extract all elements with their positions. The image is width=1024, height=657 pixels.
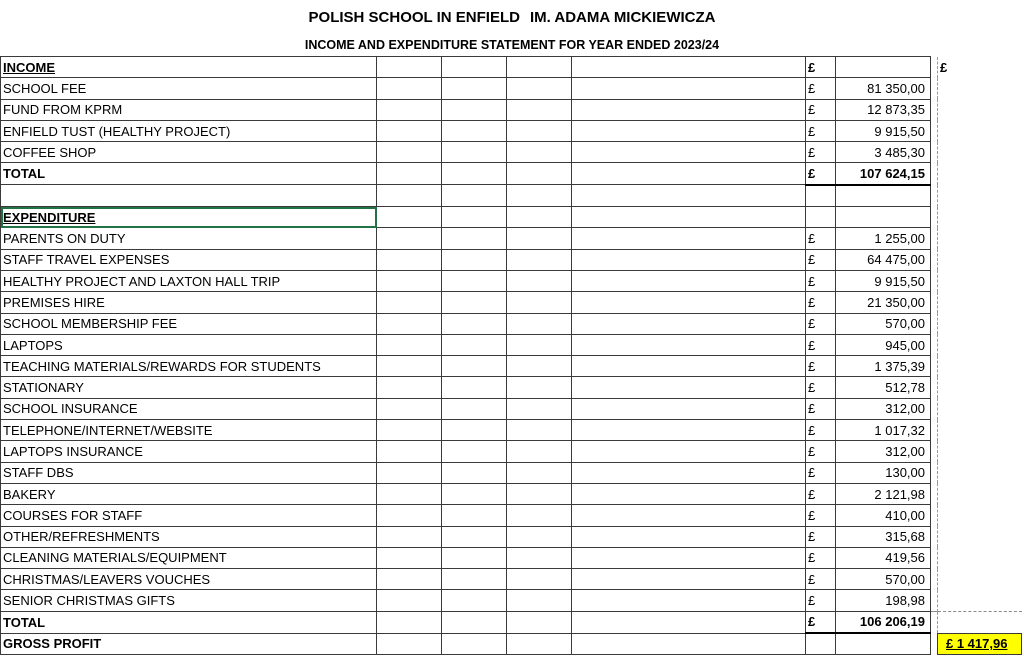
label-cell[interactable]: ENFIELD TUST (HEALTHY PROJECT) bbox=[1, 120, 377, 141]
empty-cell[interactable] bbox=[377, 249, 442, 270]
empty-cell[interactable] bbox=[572, 462, 806, 483]
label-cell[interactable]: LAPTOPS bbox=[1, 334, 377, 355]
empty-cell[interactable] bbox=[442, 398, 507, 419]
empty-cell[interactable] bbox=[442, 334, 507, 355]
side-cell[interactable] bbox=[938, 356, 1022, 377]
income-total-row bbox=[1, 163, 1022, 185]
empty-cell[interactable] bbox=[442, 526, 507, 547]
statement-title: INCOME AND EXPENDITURE STATEMENT FOR YEAR ENDED 2023/24 bbox=[304, 38, 720, 52]
gap-cell[interactable] bbox=[931, 420, 938, 441]
amount-cell[interactable]: 130,00 bbox=[836, 462, 931, 483]
amount-cell[interactable]: 9 915,50 bbox=[836, 120, 931, 141]
expenditure-row bbox=[1, 228, 1022, 249]
expenditure-row bbox=[1, 334, 1022, 355]
amount-cell[interactable]: 107 624,15 bbox=[836, 163, 931, 185]
label-cell[interactable]: PARENTS ON DUTY bbox=[1, 228, 377, 249]
side-cell[interactable] bbox=[938, 228, 1022, 249]
side-cell[interactable] bbox=[938, 590, 1022, 611]
empty-cell[interactable] bbox=[507, 420, 572, 441]
label-cell[interactable]: STAFF DBS bbox=[1, 462, 377, 483]
amount-cell[interactable]: 570,00 bbox=[836, 313, 931, 334]
empty-cell[interactable] bbox=[377, 526, 442, 547]
empty-cell[interactable] bbox=[377, 99, 442, 120]
empty-cell[interactable] bbox=[377, 57, 442, 78]
empty-cell[interactable] bbox=[377, 228, 442, 249]
expenditure-row bbox=[1, 590, 1022, 611]
amount-cell[interactable]: 945,00 bbox=[836, 334, 931, 355]
empty-cell[interactable] bbox=[377, 120, 442, 141]
gap-cell[interactable] bbox=[931, 292, 938, 313]
expenditure-row bbox=[1, 483, 1022, 504]
gap-cell[interactable] bbox=[931, 505, 938, 526]
empty-cell[interactable] bbox=[507, 633, 572, 655]
amount-cell[interactable]: 198,98 bbox=[836, 590, 931, 611]
empty-cell[interactable] bbox=[377, 270, 442, 291]
amount-cell[interactable]: 512,78 bbox=[836, 377, 931, 398]
currency-cell[interactable]: £ bbox=[806, 590, 836, 611]
label-cell[interactable]: SCHOOL FEE bbox=[1, 78, 377, 99]
gap-cell[interactable] bbox=[931, 462, 938, 483]
label-cell[interactable]: CLEANING MATERIALS/EQUIPMENT bbox=[1, 547, 377, 568]
income-row bbox=[1, 78, 1022, 99]
empty-cell[interactable] bbox=[442, 249, 507, 270]
empty-cell[interactable] bbox=[572, 398, 806, 419]
empty-cell[interactable] bbox=[507, 78, 572, 99]
label-cell[interactable]: INCOME bbox=[1, 57, 377, 78]
empty-cell[interactable] bbox=[377, 163, 442, 185]
expenditure-row bbox=[1, 313, 1022, 334]
amount-cell[interactable]: 64 475,00 bbox=[836, 249, 931, 270]
empty-cell[interactable] bbox=[377, 313, 442, 334]
empty-cell[interactable] bbox=[572, 142, 806, 163]
side-cell[interactable] bbox=[938, 185, 1022, 207]
currency-cell[interactable] bbox=[806, 207, 836, 228]
gap-cell[interactable] bbox=[931, 334, 938, 355]
label-cell[interactable]: FUND FROM KPRM bbox=[1, 99, 377, 120]
empty-cell[interactable] bbox=[442, 569, 507, 590]
label-cell[interactable]: TELEPHONE/INTERNET/WEBSITE bbox=[1, 420, 377, 441]
gap-cell[interactable] bbox=[931, 249, 938, 270]
empty-cell[interactable] bbox=[572, 270, 806, 291]
side-cell[interactable] bbox=[938, 99, 1022, 120]
empty-cell[interactable] bbox=[442, 99, 507, 120]
gross-profit-row bbox=[1, 633, 1022, 655]
currency-cell[interactable]: £ bbox=[806, 611, 836, 633]
empty-cell[interactable] bbox=[507, 483, 572, 504]
empty-cell[interactable] bbox=[442, 483, 507, 504]
empty-cell[interactable] bbox=[572, 99, 806, 120]
empty-cell[interactable] bbox=[377, 420, 442, 441]
expenditure-row bbox=[1, 356, 1022, 377]
gap-cell[interactable] bbox=[931, 163, 938, 185]
empty-cell[interactable] bbox=[572, 120, 806, 141]
empty-cell[interactable] bbox=[377, 185, 442, 207]
empty-cell[interactable] bbox=[507, 292, 572, 313]
amount-cell[interactable]: 9 915,50 bbox=[836, 270, 931, 291]
empty-cell[interactable] bbox=[442, 356, 507, 377]
side-cell[interactable] bbox=[938, 441, 1022, 462]
empty-cell[interactable] bbox=[442, 590, 507, 611]
empty-cell[interactable] bbox=[377, 334, 442, 355]
gap-cell[interactable] bbox=[931, 377, 938, 398]
currency-cell[interactable] bbox=[806, 185, 836, 207]
amount-cell[interactable]: 1 255,00 bbox=[836, 228, 931, 249]
currency-cell[interactable]: £ bbox=[806, 228, 836, 249]
label-cell[interactable]: STATIONARY bbox=[1, 377, 377, 398]
empty-cell[interactable] bbox=[572, 441, 806, 462]
currency-cell[interactable]: £ bbox=[806, 249, 836, 270]
empty-cell[interactable] bbox=[442, 462, 507, 483]
label-cell[interactable]: TOTAL bbox=[1, 611, 377, 633]
empty-cell[interactable] bbox=[442, 441, 507, 462]
empty-cell[interactable] bbox=[572, 420, 806, 441]
amount-cell[interactable]: 419,56 bbox=[836, 547, 931, 568]
currency-cell[interactable]: £ bbox=[806, 142, 836, 163]
side-cell[interactable] bbox=[938, 462, 1022, 483]
empty-cell[interactable] bbox=[442, 120, 507, 141]
empty-cell[interactable] bbox=[442, 207, 507, 228]
school-title bbox=[0, 9, 1024, 26]
empty-cell[interactable] bbox=[377, 441, 442, 462]
gap-cell[interactable] bbox=[931, 57, 938, 78]
empty-cell[interactable] bbox=[507, 526, 572, 547]
empty-cell[interactable] bbox=[377, 292, 442, 313]
gap-cell[interactable] bbox=[931, 313, 938, 334]
income-heading-row bbox=[1, 57, 1022, 78]
empty-cell[interactable] bbox=[572, 249, 806, 270]
empty-cell[interactable] bbox=[572, 356, 806, 377]
empty-cell[interactable] bbox=[507, 569, 572, 590]
currency-cell[interactable]: £ bbox=[806, 120, 836, 141]
empty-cell[interactable] bbox=[377, 569, 442, 590]
side-cell[interactable] bbox=[938, 207, 1022, 228]
side-cell[interactable] bbox=[938, 505, 1022, 526]
label-cell[interactable]: COFFEE SHOP bbox=[1, 142, 377, 163]
currency-cell[interactable]: £ bbox=[806, 356, 836, 377]
empty-cell[interactable] bbox=[507, 185, 572, 207]
empty-cell[interactable] bbox=[507, 142, 572, 163]
empty-cell[interactable] bbox=[377, 462, 442, 483]
amount-cell[interactable]: 312,00 bbox=[836, 398, 931, 419]
empty-cell[interactable] bbox=[507, 441, 572, 462]
currency-cell[interactable] bbox=[806, 633, 836, 655]
amount-cell[interactable]: 410,00 bbox=[836, 505, 931, 526]
gap-cell[interactable] bbox=[931, 142, 938, 163]
amount-cell[interactable]: 1 017,32 bbox=[836, 420, 931, 441]
school-patron: IM. ADAMA MICKIEWICZA bbox=[529, 9, 716, 26]
expenditure-heading-row bbox=[1, 207, 1022, 228]
label-cell[interactable]: HEALTHY PROJECT AND LAXTON HALL TRIP bbox=[1, 270, 377, 291]
empty-cell[interactable] bbox=[507, 611, 572, 633]
empty-cell[interactable] bbox=[377, 611, 442, 633]
empty-cell[interactable] bbox=[572, 57, 806, 78]
gap-cell[interactable] bbox=[931, 228, 938, 249]
currency-cell[interactable]: £ bbox=[806, 163, 836, 185]
label-cell[interactable]: EXPENDITURE bbox=[1, 207, 377, 228]
label-cell[interactable]: SENIOR CHRISTMAS GIFTS bbox=[1, 590, 377, 611]
empty-cell[interactable] bbox=[572, 547, 806, 568]
empty-cell[interactable] bbox=[377, 505, 442, 526]
side-cell[interactable] bbox=[938, 249, 1022, 270]
gap-cell[interactable] bbox=[931, 483, 938, 504]
side-cell[interactable] bbox=[938, 120, 1022, 141]
amount-cell[interactable]: 312,00 bbox=[836, 441, 931, 462]
currency-cell[interactable]: £ bbox=[806, 526, 836, 547]
empty-cell[interactable] bbox=[507, 398, 572, 419]
gap-cell[interactable] bbox=[931, 78, 938, 99]
empty-cell[interactable] bbox=[572, 207, 806, 228]
empty-cell[interactable] bbox=[572, 569, 806, 590]
label-cell[interactable]: CHRISTMAS/LEAVERS VOUCHES bbox=[1, 569, 377, 590]
side-cell[interactable] bbox=[938, 526, 1022, 547]
empty-cell[interactable] bbox=[442, 420, 507, 441]
side-cell[interactable] bbox=[938, 547, 1022, 568]
side-cell[interactable] bbox=[938, 163, 1022, 185]
expenditure-row bbox=[1, 377, 1022, 398]
side-cell[interactable] bbox=[938, 292, 1022, 313]
empty-cell[interactable] bbox=[507, 249, 572, 270]
empty-cell[interactable] bbox=[507, 228, 572, 249]
label-cell[interactable]: COURSES FOR STAFF bbox=[1, 505, 377, 526]
empty-cell[interactable] bbox=[572, 483, 806, 504]
expenditure-row bbox=[1, 398, 1022, 419]
empty-cell[interactable] bbox=[442, 547, 507, 568]
empty-cell[interactable] bbox=[572, 611, 806, 633]
amount-cell[interactable]: 2 121,98 bbox=[836, 483, 931, 504]
label-cell[interactable]: SCHOOL INSURANCE bbox=[1, 398, 377, 419]
empty-cell[interactable] bbox=[442, 78, 507, 99]
gross-profit-value: £ 1 417,96 bbox=[946, 636, 1008, 652]
currency-cell[interactable]: £ bbox=[806, 334, 836, 355]
currency-cell[interactable]: £ bbox=[806, 420, 836, 441]
expenditure-row bbox=[1, 441, 1022, 462]
gap-cell[interactable] bbox=[931, 185, 938, 207]
empty-cell[interactable] bbox=[377, 207, 442, 228]
currency-cell[interactable]: £ bbox=[806, 441, 836, 462]
empty-cell[interactable] bbox=[507, 313, 572, 334]
empty-cell[interactable] bbox=[442, 505, 507, 526]
empty-cell[interactable] bbox=[507, 270, 572, 291]
label-cell[interactable]: GROSS PROFIT bbox=[1, 633, 377, 655]
empty-cell[interactable] bbox=[442, 270, 507, 291]
empty-cell[interactable] bbox=[507, 377, 572, 398]
empty-cell[interactable] bbox=[572, 163, 806, 185]
label-cell[interactable]: TEACHING MATERIALS/REWARDS FOR STUDENTS bbox=[1, 356, 377, 377]
empty-cell[interactable] bbox=[507, 505, 572, 526]
side-cell[interactable] bbox=[938, 483, 1022, 504]
gap-cell[interactable] bbox=[931, 99, 938, 120]
empty-cell[interactable] bbox=[377, 547, 442, 568]
income-row bbox=[1, 142, 1022, 163]
empty-cell[interactable] bbox=[442, 313, 507, 334]
currency-cell[interactable]: £ bbox=[806, 505, 836, 526]
gap-cell[interactable] bbox=[931, 270, 938, 291]
currency-cell[interactable]: £ bbox=[806, 270, 836, 291]
empty-cell[interactable] bbox=[572, 228, 806, 249]
empty-cell[interactable] bbox=[442, 163, 507, 185]
side-cell[interactable] bbox=[938, 313, 1022, 334]
empty-cell[interactable] bbox=[507, 207, 572, 228]
gap-cell[interactable] bbox=[931, 207, 938, 228]
expenditure-row bbox=[1, 526, 1022, 547]
expenditure-row bbox=[1, 420, 1022, 441]
currency-cell[interactable]: £ bbox=[806, 377, 836, 398]
amount-cell[interactable]: 106 206,19 bbox=[836, 611, 931, 633]
gap-cell[interactable] bbox=[931, 526, 938, 547]
empty-cell[interactable] bbox=[377, 78, 442, 99]
side-cell[interactable] bbox=[938, 377, 1022, 398]
empty-cell[interactable] bbox=[442, 228, 507, 249]
expenditure-row bbox=[1, 270, 1022, 291]
empty-cell[interactable] bbox=[507, 57, 572, 78]
empty-cell[interactable] bbox=[442, 611, 507, 633]
empty-cell[interactable] bbox=[507, 99, 572, 120]
gap-cell[interactable] bbox=[931, 441, 938, 462]
gap-cell[interactable] bbox=[931, 569, 938, 590]
expenditure-row bbox=[1, 292, 1022, 313]
amount-cell[interactable] bbox=[836, 57, 931, 78]
currency-cell[interactable]: £ bbox=[806, 547, 836, 568]
empty-cell[interactable] bbox=[442, 57, 507, 78]
side-cell[interactable] bbox=[938, 569, 1022, 590]
expenditure-row bbox=[1, 505, 1022, 526]
expenditure-row bbox=[1, 569, 1022, 590]
currency-cell[interactable]: £ bbox=[806, 292, 836, 313]
empty-cell[interactable] bbox=[507, 590, 572, 611]
label-cell[interactable] bbox=[1, 185, 377, 207]
side-cell[interactable] bbox=[938, 398, 1022, 419]
amount-cell[interactable]: 12 873,35 bbox=[836, 99, 931, 120]
empty-cell[interactable] bbox=[442, 142, 507, 163]
amount-cell[interactable]: 3 485,30 bbox=[836, 142, 931, 163]
empty-cell[interactable] bbox=[507, 356, 572, 377]
side-cell[interactable] bbox=[938, 611, 1022, 633]
expenditure-row bbox=[1, 462, 1022, 483]
gap-cell[interactable] bbox=[931, 120, 938, 141]
side-cell[interactable] bbox=[938, 78, 1022, 99]
empty-cell[interactable] bbox=[572, 526, 806, 547]
expenditure-row bbox=[1, 249, 1022, 270]
empty-cell[interactable] bbox=[572, 377, 806, 398]
label-cell[interactable]: STAFF TRAVEL EXPENSES bbox=[1, 249, 377, 270]
gap-cell[interactable] bbox=[931, 633, 938, 655]
gross-profit-cell[interactable] bbox=[938, 633, 1022, 655]
empty-cell[interactable] bbox=[442, 377, 507, 398]
currency-cell[interactable]: £ bbox=[806, 398, 836, 419]
gap-cell[interactable] bbox=[931, 398, 938, 419]
currency-cell[interactable]: £ bbox=[806, 569, 836, 590]
empty-cell[interactable] bbox=[377, 633, 442, 655]
empty-cell[interactable] bbox=[442, 633, 507, 655]
income-row bbox=[1, 99, 1022, 120]
empty-cell[interactable] bbox=[377, 377, 442, 398]
amount-cell[interactable]: 81 350,00 bbox=[836, 78, 931, 99]
empty-cell[interactable] bbox=[507, 334, 572, 355]
empty-cell[interactable] bbox=[572, 313, 806, 334]
expenditure-row bbox=[1, 547, 1022, 568]
currency-cell[interactable]: £ bbox=[806, 57, 836, 78]
empty-cell[interactable] bbox=[572, 292, 806, 313]
currency-cell[interactable]: £ bbox=[806, 462, 836, 483]
empty-cell[interactable] bbox=[377, 398, 442, 419]
empty-cell[interactable] bbox=[507, 163, 572, 185]
empty-cell[interactable] bbox=[377, 483, 442, 504]
side-cell[interactable] bbox=[938, 420, 1022, 441]
gap-cell[interactable] bbox=[931, 356, 938, 377]
currency-cell[interactable]: £ bbox=[806, 99, 836, 120]
side-cell[interactable] bbox=[938, 334, 1022, 355]
empty-cell[interactable] bbox=[572, 590, 806, 611]
empty-cell[interactable] bbox=[377, 590, 442, 611]
amount-cell[interactable] bbox=[836, 207, 931, 228]
empty-cell[interactable] bbox=[507, 120, 572, 141]
expenditure-total-row bbox=[1, 611, 1022, 633]
statement-sheet bbox=[0, 56, 1022, 655]
currency-heading-cell[interactable]: £ bbox=[940, 59, 948, 75]
label-cell[interactable]: SCHOOL MEMBERSHIP FEE bbox=[1, 313, 377, 334]
currency-cell[interactable]: £ bbox=[806, 78, 836, 99]
currency-cell[interactable]: £ bbox=[806, 313, 836, 334]
label-cell[interactable]: BAKERY bbox=[1, 483, 377, 504]
empty-cell[interactable] bbox=[572, 78, 806, 99]
amount-cell[interactable]: 21 350,00 bbox=[836, 292, 931, 313]
label-cell[interactable]: LAPTOPS INSURANCE bbox=[1, 441, 377, 462]
empty-cell[interactable] bbox=[572, 505, 806, 526]
gap-cell[interactable] bbox=[931, 547, 938, 568]
empty-cell[interactable] bbox=[572, 334, 806, 355]
gap-cell[interactable] bbox=[931, 590, 938, 611]
amount-cell[interactable] bbox=[836, 185, 931, 207]
empty-cell[interactable] bbox=[572, 633, 806, 655]
empty-cell[interactable] bbox=[572, 185, 806, 207]
empty-cell[interactable] bbox=[442, 292, 507, 313]
empty-cell[interactable] bbox=[507, 462, 572, 483]
amount-cell[interactable]: 1 375,39 bbox=[836, 356, 931, 377]
label-cell[interactable]: TOTAL bbox=[1, 163, 377, 185]
empty-cell[interactable] bbox=[377, 142, 442, 163]
blank-row bbox=[1, 185, 1022, 207]
empty-cell[interactable] bbox=[377, 356, 442, 377]
gap-cell[interactable] bbox=[931, 611, 938, 633]
income-row bbox=[1, 120, 1022, 141]
amount-cell[interactable]: 570,00 bbox=[836, 569, 931, 590]
amount-cell[interactable]: 315,68 bbox=[836, 526, 931, 547]
currency-cell[interactable]: £ bbox=[806, 483, 836, 504]
label-cell[interactable]: PREMISES HIRE bbox=[1, 292, 377, 313]
side-cell[interactable] bbox=[938, 142, 1022, 163]
school-name: POLISH SCHOOL IN ENFIELD bbox=[308, 9, 520, 26]
empty-cell[interactable] bbox=[507, 547, 572, 568]
label-cell[interactable]: OTHER/REFRESHMENTS bbox=[1, 526, 377, 547]
amount-cell[interactable] bbox=[836, 633, 931, 655]
side-cell[interactable] bbox=[938, 270, 1022, 291]
empty-cell[interactable] bbox=[442, 185, 507, 207]
